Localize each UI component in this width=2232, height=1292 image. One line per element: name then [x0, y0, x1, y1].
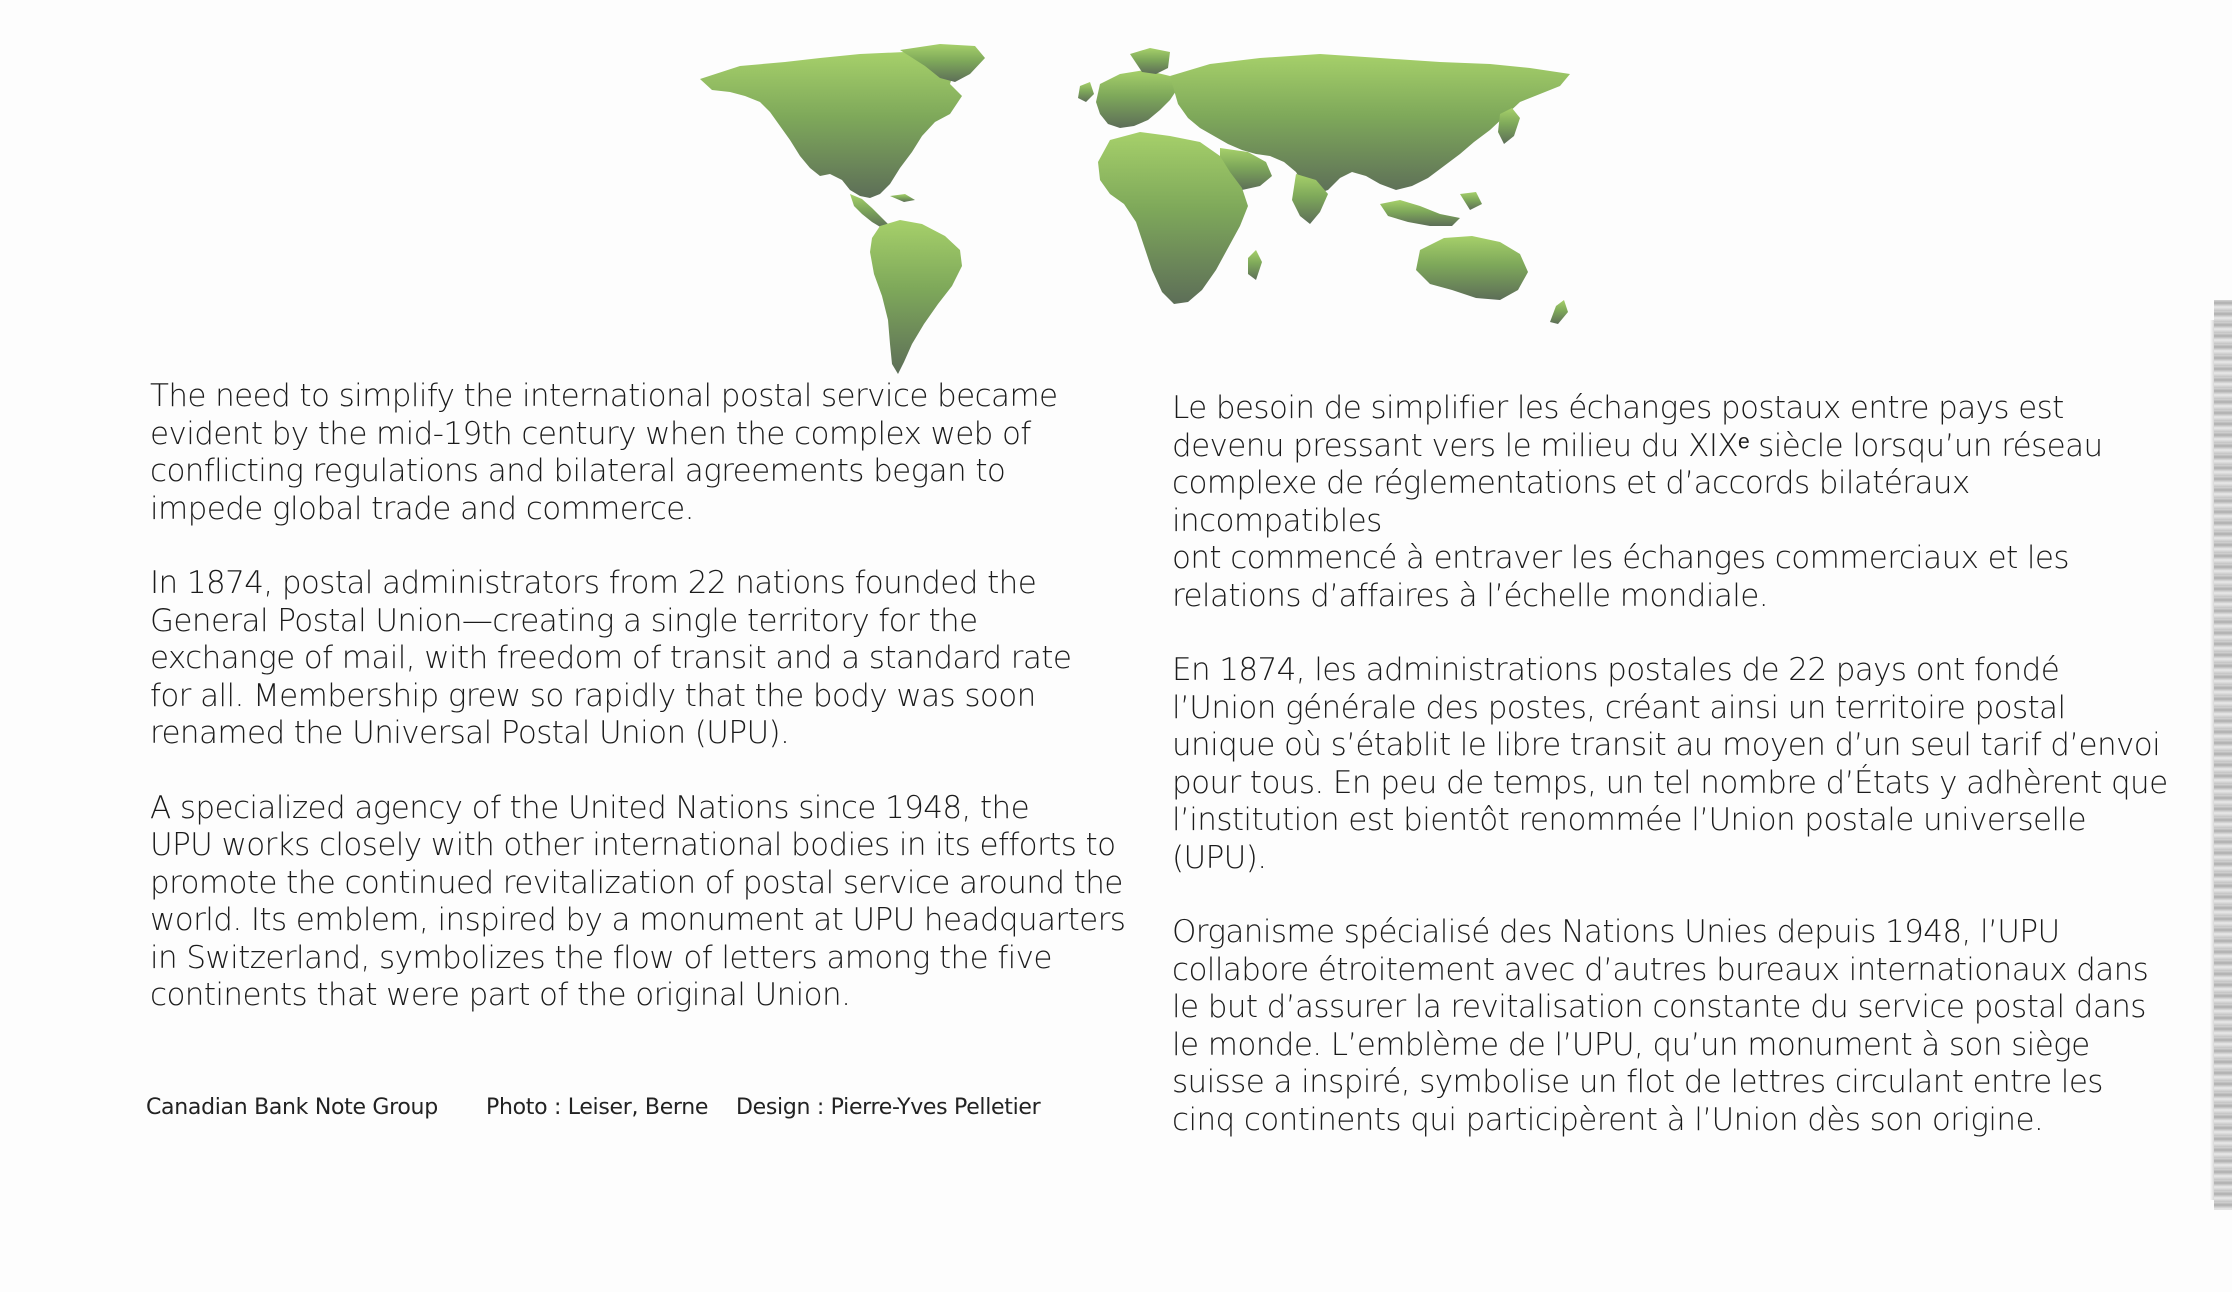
french-line: ont commencé à entraver les échanges commerciaux et les: [1172, 540, 2069, 576]
french-line: unique où s’établit le libre transit au moyen d’un seul tarif d’envoi: [1172, 727, 2161, 763]
french-line: l’Union générale des postes, créant ainsi un territoire postal: [1172, 689, 2066, 726]
english-line: General Postal Union—creating a single territory for the: [150, 602, 978, 639]
french-line: l’institution est bientôt renommée l’Union postale universelle (UPU).: [1172, 802, 2086, 876]
scan-edge-strip: [2214, 300, 2232, 1210]
english-line: world. Its emblem, inspired by a monument at UPU headquarters: [150, 902, 1126, 938]
english-line: conflicting regulations and bilateral agreements began to: [150, 453, 1006, 489]
credit-design: Design : Pierre-Yves Pelletier: [736, 1095, 1041, 1120]
french-line: le monde. L’emblème de l’UPU, qu’un monument à son siège: [1172, 1026, 2090, 1063]
credit-photo: Photo : Leiser, Berne: [486, 1095, 709, 1120]
english-line: exchange of mail, with freedom of transit and a standard rate: [150, 640, 1072, 676]
french-line: relations d’affaires à l’échelle mondiale.: [1172, 577, 1768, 614]
english-paragraph-3: [150, 790, 1150, 1015]
french-line: Le besoin de simplifier les échanges postaux entre pays est: [1172, 390, 2064, 426]
french-line: collabore étroitement avec d’autres bureaux internationaux dans: [1172, 951, 2149, 988]
french-paragraph-3: [1172, 914, 2172, 1139]
english-line: renamed the Universal Postal Union (UPU).: [150, 715, 790, 751]
english-text: [150, 378, 1150, 1015]
french-paragraph-1: [1172, 390, 2172, 615]
french-line: cinq continents qui participèrent à l’Union dès son origine.: [1172, 1101, 2044, 1138]
world-map-icon: [700, 44, 1580, 374]
english-line: The need to simplify the international postal service became: [150, 378, 1058, 414]
english-line: UPU works closely with other international bodies in its efforts to: [150, 827, 1116, 863]
french-line: En 1874, les administrations postales de 22 pays ont fondé: [1172, 652, 2060, 688]
english-line: for all. Membership grew so rapidly that the body was soon: [150, 677, 1036, 714]
french-line: Organisme spécialisé des Nations Unies depuis 1948, l’UPU: [1172, 914, 2060, 950]
french-line: devenu pressant vers le milieu du XIXᵉ siècle lorsqu’un réseau: [1172, 427, 2103, 464]
english-paragraph-2: [150, 565, 1150, 753]
english-line: In 1874, postal administrators from 22 nations founded the: [150, 565, 1037, 601]
english-line: evident by the mid-19th century when the complex web of: [150, 415, 1031, 452]
english-line: promote the continued revitalization of postal service around the: [150, 864, 1123, 901]
french-line: complexe de réglementations et d’accords bilatéraux incompatibles: [1172, 465, 1970, 539]
english-line: in Switzerland, symbolizes the flow of letters among the five: [150, 939, 1052, 976]
english-paragraph-1: [150, 378, 1150, 528]
english-line: A specialized agency of the United Nations since 1948, the: [150, 789, 1030, 826]
french-line: suisse a inspiré, symbolise un flot de lettres circulant entre les: [1172, 1064, 2103, 1100]
french-line: le but d’assurer la revitalisation constante du service postal dans: [1172, 989, 2146, 1025]
french-text: [1172, 390, 2172, 1139]
credit-printer: Canadian Bank Note Group: [146, 1095, 438, 1120]
english-line: impede global trade and commerce.: [150, 490, 694, 527]
french-paragraph-2: [1172, 652, 2172, 877]
english-line: continents that were part of the original Union.: [150, 977, 851, 1013]
french-line: pour tous. En peu de temps, un tel nombre d’États y adhèrent que: [1172, 764, 2168, 801]
